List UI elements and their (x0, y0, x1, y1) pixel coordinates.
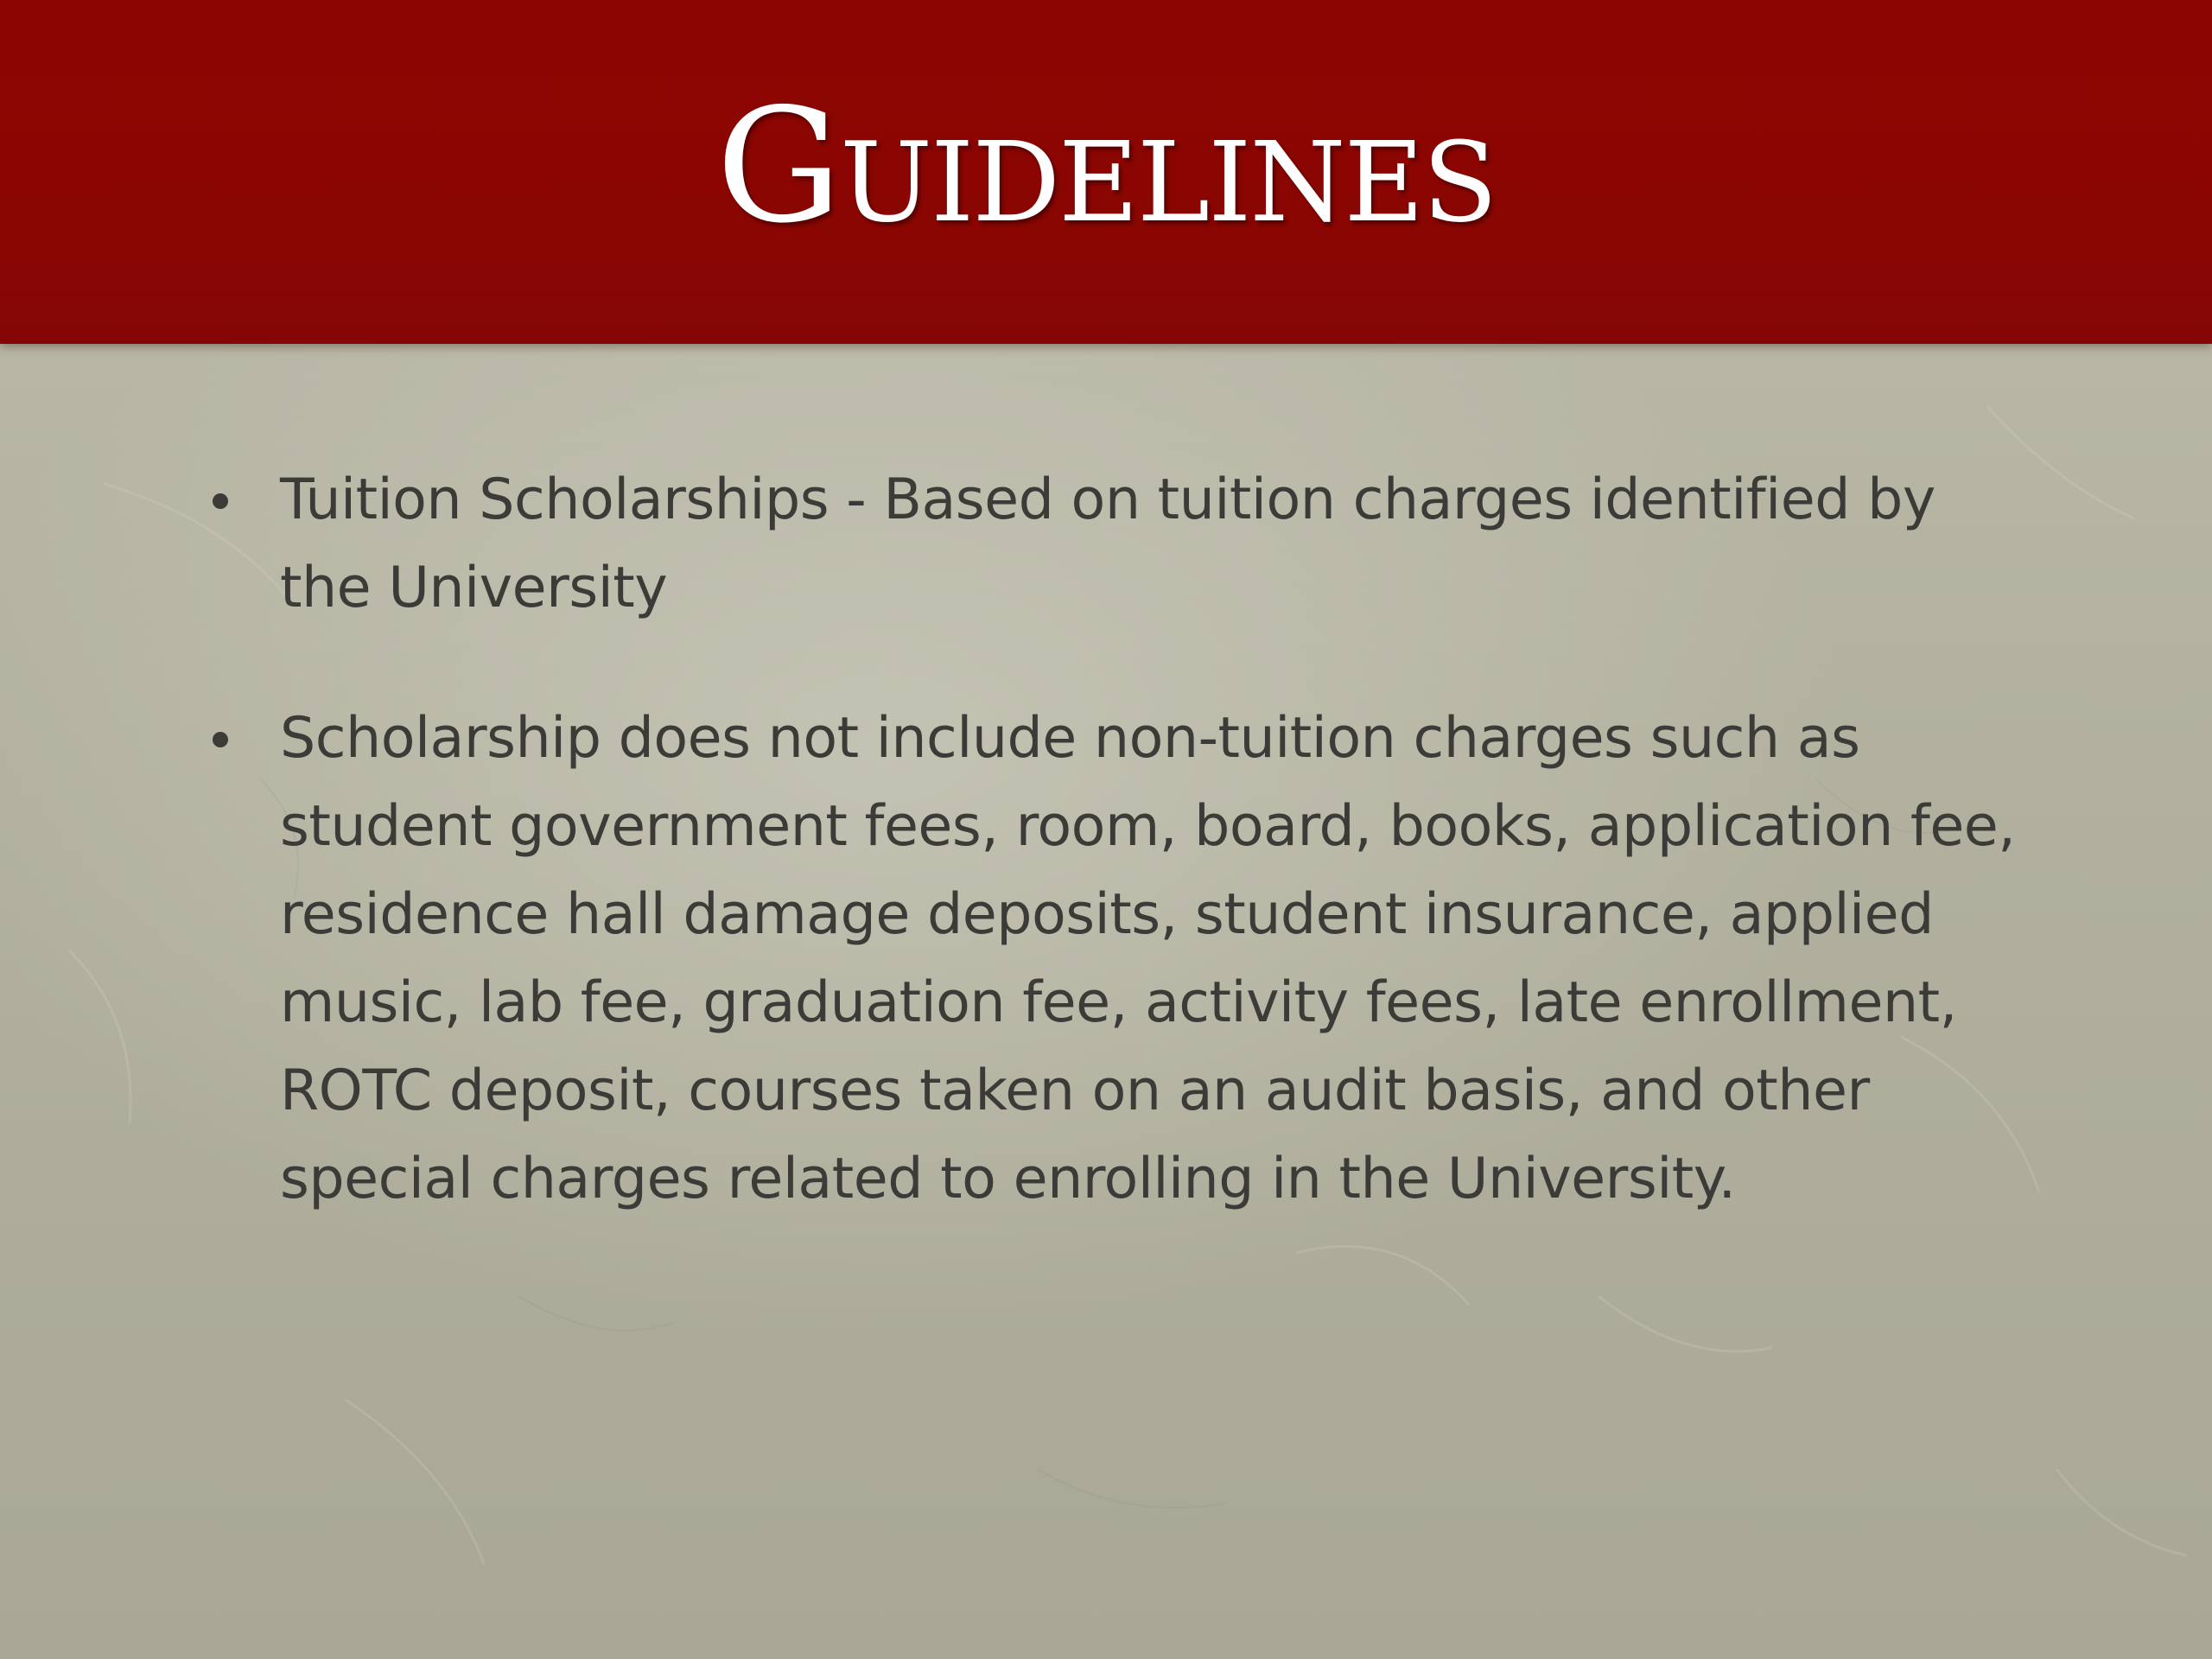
title-band (0, 0, 2212, 344)
bullet-icon (213, 493, 228, 509)
slide-title: Guidelines (715, 74, 1497, 257)
bullet-item (207, 695, 2022, 1224)
bullet-list (207, 456, 2022, 1224)
bullet-text: Scholarship does not include non-tuition charges such as student government fees, room, board, books, application fee, residence hall damage deposits, student insurance, applied music, lab fee, graduation fee, activity fees, late enrollment, ROTC deposit, courses taken on an audit basis, and other special charges related to enrolling in the University. (280, 706, 2016, 1211)
bullet-icon (213, 732, 228, 747)
bullet-text: Tuition Scholarships - Based on tuition charges identified by the University (280, 467, 1936, 620)
bullet-item (207, 456, 2022, 632)
